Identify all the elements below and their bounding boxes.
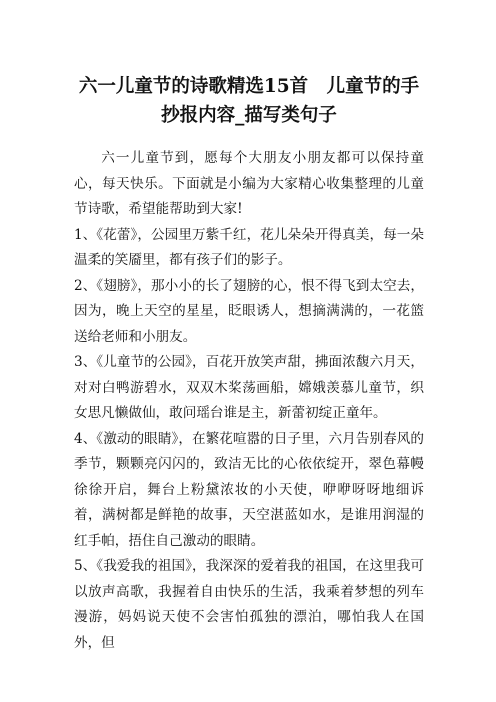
poem-paragraph: 5、《我爱我的祖国》，我深深的爱着我的祖国，在这里我可以放声高歌，我握着自由快乐的生活，我乘着梦想的列车漫游，妈妈说天使不会害怕孤独的漂泊，哪怕我人在国外，但 bbox=[74, 558, 424, 651]
poem-paragraph: 3、《儿童节的公园》，百花开放笑声甜，拂面浓馥六月天，对对白鸭游碧水，双双木桨荡画船，嫦娥羡慕儿童节，织女思凡懒做仙，敢问瑶台谁是主，新蕾初绽正童年。 bbox=[74, 354, 424, 421]
poem-paragraph: 4、《激动的眼睛》，在繁花喧嚣的日子里，六月告别春风的季节，颗颗亮闪闪的，致洁无比的心依依绽开，翠色幕幔徐徐开启，舞台上粉黛浓妆的小天使，咿咿呀呀地细诉着，满树都是鲜艳的故事，天空湛蓝如水，是谁用润湿的红手帕，捂住自己激动的眼睛。 bbox=[74, 430, 424, 549]
poem-paragraph: 2、《翅膀》，那小小的长了翅膀的心，恨不得飞到太空去，因为，晚上天空的星星，眨眼诱人，想摘满满的，一花篮送给老师和小朋友。 bbox=[74, 277, 424, 345]
poem-paragraph: 1、《花蕾》，公园里万紫千红，花儿朵朵开得真美，每一朵温柔的笑靥里，都有孩子们的影子。 bbox=[74, 226, 424, 268]
document-page bbox=[74, 72, 424, 656]
intro-paragraph: 六一儿童节到，愿每个大朋友小朋友都可以保持童心，每天快乐。下面就是小编为大家精心收集整理的儿童节诗歌，希望能帮助到大家! bbox=[74, 150, 424, 217]
document-title: 六一儿童节的诗歌精选15首 儿童节的手抄报内容_描写类句子 bbox=[78, 76, 420, 126]
document-body bbox=[74, 146, 424, 656]
